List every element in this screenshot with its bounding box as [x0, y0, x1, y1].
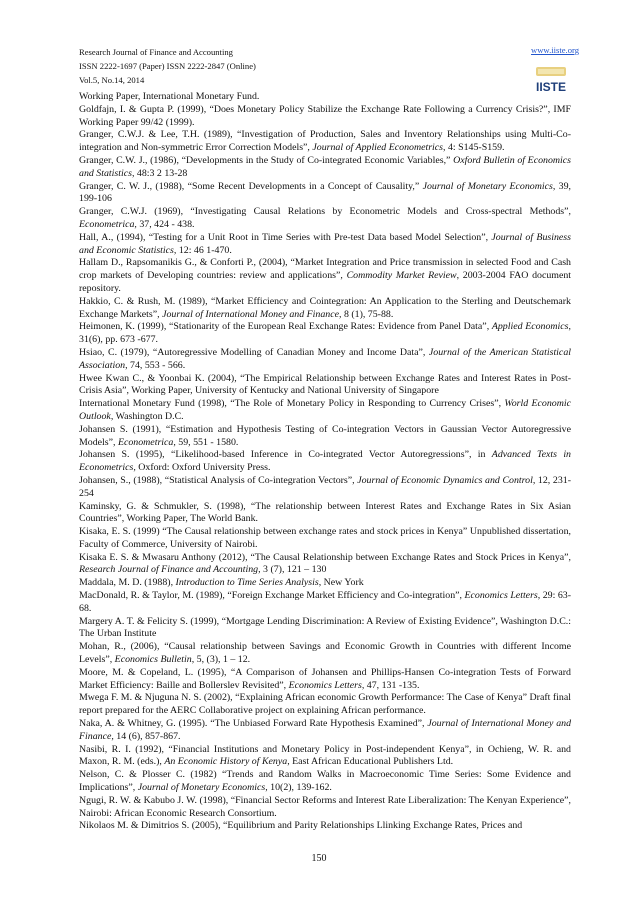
reference-source-title: Journal of Monetary Economics — [137, 782, 266, 794]
reference-text: Working Paper, International Monetary Fund. — [79, 91, 260, 102]
reference-source-title: Journal of Monetary Economics — [422, 180, 553, 192]
reference-source-title: Advanced Texts in Econometrics — [79, 449, 571, 474]
reference-text: Granger, C.W. J., (1986), “Developments in the Study of Co-integrated Economic Variables,” — [79, 154, 454, 166]
reference-source-title: Journal of International Money and Finance — [79, 718, 572, 742]
reference-source-title: Econometrica — [79, 218, 135, 230]
reference-text: Naka, A. & Whitney, G. (1995). “The Unbiased Forward Rate Hypothesis Examined”, — [79, 718, 428, 730]
issn-line: ISSN 2222-1697 (Paper) ISSN 2222-2847 (Online) — [79, 61, 256, 71]
reference-entry — [79, 449, 571, 475]
reference-source-title: Journal of International Money and Finance, — [162, 308, 342, 320]
reference-entry — [79, 667, 571, 693]
reference-entry — [79, 257, 571, 295]
reference-entry — [79, 181, 571, 207]
reference-text: , 39, 199-106 — [79, 180, 572, 205]
reference-entry — [79, 129, 571, 155]
reference-source-title: An Economic History of Kenya — [164, 756, 288, 768]
reference-source-title: Economics Letters, — [464, 590, 541, 602]
reference-entry — [79, 501, 571, 527]
reference-text: Maddala, M. D. (1988), — [79, 577, 176, 589]
reference-text: , 4: S145-S159. — [443, 142, 505, 154]
reference-text: Hall, A., (1994), “Testing for a Unit Root in Time Series with Pre-test Data based Model Selection”, — [79, 231, 492, 243]
reference-entry — [79, 526, 571, 552]
reference-entry — [79, 769, 571, 795]
reference-entry — [79, 206, 571, 232]
reference-text: Goldfajn, I. & Gupta P. (1999), “Does Monetary Policy Stabilize the Exchange Rate Following a Currency Crisis?”, IMF Working Paper 99/42 (1999). — [79, 103, 571, 128]
reference-text: Johansen, S., (1988), “Statistical Analysis of Co-integration Vectors”, — [79, 474, 358, 486]
reference-text: , 2003-2004 FAO document repository. — [79, 270, 572, 294]
reference-text: , Washington D.C. — [110, 410, 184, 422]
reference-entry — [79, 616, 571, 642]
reference-source-title: Econometrica — [117, 436, 174, 448]
reference-source-title: Oxford Bulletin of Economics and Statistics — [79, 154, 571, 179]
reference-text: Ngugi, R. W. & Kabubo J. W. (1998), “Financial Sector Reforms and Interest Rate Liberalization: The Kenyan Experience”, Nairobi: African Economic Research Consortium. — [79, 794, 571, 819]
reference-text: Johansen S. (1995), “Likelihood-based Inference in Co-integrated Vector Autoregressions”, in — [79, 449, 492, 461]
reference-source-title: Journal of Economic Dynamics and Control — [357, 474, 533, 486]
reference-source-title: Journal of Business and Economic Statistics, — [79, 231, 571, 256]
reference-entry — [79, 795, 571, 821]
reference-source-title: Commodity Market Review — [346, 270, 457, 282]
reference-text: MacDonald, R. & Taylor, M. (1989), “Foreign Exchange Market Efficiency and Co-integration”, — [79, 590, 465, 602]
reference-text: Granger, C.W.J. & Lee, T.H. (1989), “Investigation of Production, Sales and Inventory Relationships using Multi-Co-integration and Non-symmetric Error Correction Models”, — [79, 129, 571, 154]
reference-text: , 74, 553 - 566. — [125, 359, 186, 371]
reference-entry — [79, 424, 571, 450]
reference-text: 29: 63- 68. — [79, 590, 571, 614]
reference-text: 3 (7), 121 – 130 — [260, 564, 327, 576]
reference-entry — [79, 104, 571, 130]
reference-entry — [79, 552, 571, 578]
reference-entry — [79, 91, 571, 104]
reference-text: Margery A. T. & Felicity S. (1999), “Mortgage Lending Discrimination: A Review of Existing Evidence”, Washington D.C.: The Urban Institute — [79, 615, 571, 640]
volume-line: Vol.5, No.14, 2014 — [79, 75, 145, 85]
reference-source-title: Introduction to Time Series Analysis — [175, 577, 319, 589]
reference-text: Kisaka, E. S. (1999) “The Causal relationship between exchange rates and stock prices in Kenya” Unpublished dissertation, Faculty of Commerce, University of Nairobi. — [79, 526, 571, 550]
reference-entry — [79, 347, 571, 373]
reference-text: 47, 131 -135. — [364, 679, 420, 691]
reference-entry — [79, 820, 571, 833]
reference-source-title: Journal of Applied Econometrics — [312, 142, 444, 154]
reference-text: Nikolaos M. & Dimitrios S. (2005), “Equilibrium and Parity Relationships Llinking Exchange Rates, Prices and — [79, 820, 523, 832]
reference-text: Hallam D., Rapsomanikis G., & Conforti P., (2004), “Market Integration and Price transmission in selected Food and Cash crop markets of Developing countries: review and applications”, — [79, 257, 571, 282]
reference-entry — [79, 590, 571, 616]
reference-entry — [79, 373, 571, 399]
journal-url-link[interactable]: www.iiste.org — [531, 45, 579, 55]
reference-source-title: Applied Economics — [491, 321, 569, 333]
reference-text: , 5, (3), 1 – 12. — [191, 654, 251, 666]
reference-text: Heimonen, K. (1999), “Stationarity of the European Real Exchange Rates: Evidence from Panel Data”, — [79, 321, 492, 333]
reference-text: Hwee Kwan C., & Yoonbai K. (2004), “The Empirical Relationship between Exchange Rates and Interest Rates in Post-Crisis Asia”, Working Paper, University of Kentucky and National University of Singapore — [79, 372, 571, 397]
reference-text: Kaminsky, G. & Schmukler, S. (1998), “The relationship between Interest Rates and Exchange Rates in Six Asian Countries”, Working Paper, The World Bank. — [79, 500, 571, 525]
reference-text: Johansen S. (1991), “Estimation and Hypothesis Testing of Co-integration Vectors in Gaussian Vector Autoregressive Models”, — [79, 423, 571, 448]
reference-text: 8 (1), 75-88. — [341, 308, 394, 320]
logo-text: IISTE — [535, 80, 567, 94]
reference-text: Hsiao, C. (1979), “Autoregressive Modelling of Canadian Money and Income Data”, — [79, 346, 429, 358]
reference-text: , Oxford: Oxford University Press. — [133, 462, 271, 474]
reference-entry — [79, 641, 571, 667]
reference-text: Nasibi, R. I. (1992), “Financial Institutions and Monetary Policy in Post-independent Kenya”, in Ochieng, W. R. and Maxon, R. M. (eds.), — [79, 743, 571, 768]
reference-entry — [79, 718, 571, 744]
reference-text: , 12, 231-254 — [79, 474, 571, 499]
reference-text: , 59, 551 - 1580. — [173, 436, 239, 448]
reference-text: Hakkio, C. & Rush, M. (1989), “Market Efficiency and Cointegration: An Application to the Sterling and Deutschemark Exchange Markets”, — [79, 295, 571, 320]
reference-source-title: Economics Letters, — [288, 679, 365, 691]
reference-entry — [79, 692, 571, 718]
reference-source-title: World Economic Outlook — [79, 398, 572, 422]
reference-text: Mwega F. M. & Njuguna N. S. (2002), “Explaining African economic Growth Performance: The Case of Kenya” Draft final report prepared for the AERC Collaborative project on explaining African performance. — [79, 692, 571, 717]
reference-text: , 31(6), pp. 673 -677. — [79, 321, 571, 346]
reference-text: Kisaka E. S. & Mwasaru Anthony (2012), “The Causal Relationship between Exchange Rates and Stock Prices in Kenya”, — [79, 551, 571, 563]
reference-text: Moore, M. & Copeland, L. (1995), “A Comparison of Johansen and Phillips-Hansen Co-integration Tests of Forward Market Efficiency: Baille and Bollerslev Revisited”, — [79, 666, 571, 691]
reference-text: , 10(2), 139-162. — [265, 782, 332, 794]
reference-text: , 37, 424 - 438. — [134, 218, 195, 230]
reference-text: 12: 46 1-470. — [176, 244, 232, 256]
journal-title: Research Journal of Finance and Accounting — [79, 47, 233, 57]
reference-text: Nelson, C. & Plosser C. (1982) “Trends and Random Walks in Macroeconomic Time Series: Some Evidence and Implications”, — [79, 769, 571, 794]
reference-entry — [79, 577, 571, 590]
reference-entry — [79, 475, 571, 501]
reference-entry — [79, 155, 571, 181]
reference-text: Granger, C. W. J., (1988), “Some Recent Developments in a Concept of Causality,” — [79, 180, 423, 192]
reference-entry — [79, 232, 571, 258]
reference-source-title: Economics Bulletin — [114, 654, 192, 666]
reference-text: , 48:3 2 13-28 — [131, 167, 188, 179]
reference-text: Granger, C.W.J. (1969), “Investigating Causal Relations by Econometric Models and Cross-spectral Methods”, — [79, 206, 571, 218]
reference-entry — [79, 321, 571, 347]
reference-entry — [79, 296, 571, 322]
reference-entry — [79, 398, 571, 424]
reference-text: International Monetary Fund (1998), “The Role of Monetary Policy in Responding to Currency Crises”, — [79, 398, 505, 410]
reference-source-title: Journal of the American Statistical Association — [79, 346, 571, 371]
reference-source-title: Research Journal of Finance and Accounting, — [79, 564, 261, 576]
reference-text: Mohan, R., (2006), “Causal relationship between Savings and Economic Growth in Countries with different Income Levels”, — [79, 641, 571, 666]
reference-text: , East African Educational Publishers Ltd. — [287, 756, 454, 768]
reference-list — [79, 91, 571, 833]
reference-text: , New York — [318, 577, 364, 589]
reference-entry — [79, 744, 571, 770]
reference-text: , 14 (6), 857-867. — [111, 730, 181, 742]
page-number: 150 — [311, 853, 327, 864]
